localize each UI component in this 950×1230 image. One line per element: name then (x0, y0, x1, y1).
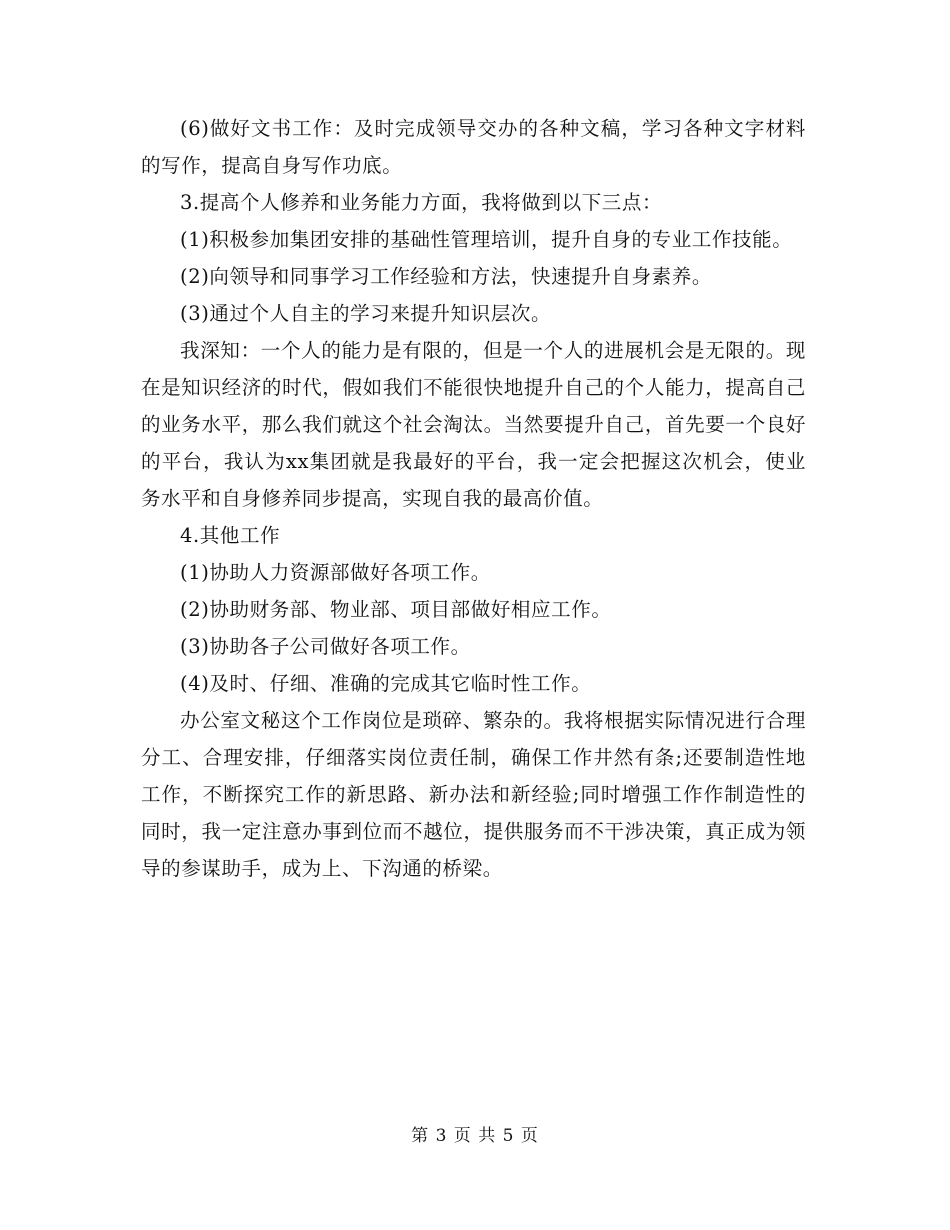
paragraph-section-4-heading: 4.其他工作 (180, 524, 281, 547)
paragraph-other-item-3: (3)协助各子公司做好各项工作。 (180, 635, 471, 658)
paragraph-other-item-1: (1)协助人力资源部做好各项工作。 (180, 561, 491, 584)
paragraph-other-item-2: (2)协助财务部、物业部、项目部做好相应工作。 (180, 598, 612, 621)
paragraph-reflection: 我深知：一个人的能力是有限的，但是一个人的进展机会是无限的。现在是知识经济的时代，假如我们不能很快地提升自己的个人能力，提高自己的业务水平，那么我们就这个社会淘汰。当然要提升自己，首先要一个良好的平台，我认为xx集团就是我最好的平台，我一定会把握这次机会，使业务水平和自身修养同步提高，实现自我的最高价值。 (141, 339, 806, 510)
document-body (141, 110, 806, 887)
paragraph-other-item-4: (4)及时、仔细、准确的完成其它临时性工作。 (180, 672, 592, 695)
paragraph-item-2-learning: (2)向领导和同事学习工作经验和方法，快速提升自身素养。 (180, 265, 712, 288)
paragraph-item-1-training: (1)积极参加集团安排的基础性管理培训，提升自身的专业工作技能。 (180, 228, 793, 251)
paragraph-task-6: (6)做好文书工作：及时完成领导交办的各种文稿，学习各种文字材料的写作，提高自身写作功底。 (141, 117, 806, 177)
paragraph-conclusion: 办公室文秘这个工作岗位是琐碎、繁杂的。我将根据实际情况进行合理分工、合理安排，仔细落实岗位责任制，确保工作井然有条;还要制造性地工作，不断探究工作的新思路、新办法和新经验;同时增强工作作制造性的同时，我一定注意办事到位而不越位，提供服务而不干涉决策，真正成为领导的参谋助手，成为上、下沟通的桥梁。 (141, 709, 806, 880)
paragraph-item-3-self-study: (3)通过个人自主的学习来提升知识层次。 (180, 302, 552, 325)
page-number-footer: 第 3 页 共 5 页 (411, 1126, 539, 1146)
paragraph-section-3-heading: 3.提高个人修养和业务能力方面，我将做到以下三点： (180, 191, 663, 214)
